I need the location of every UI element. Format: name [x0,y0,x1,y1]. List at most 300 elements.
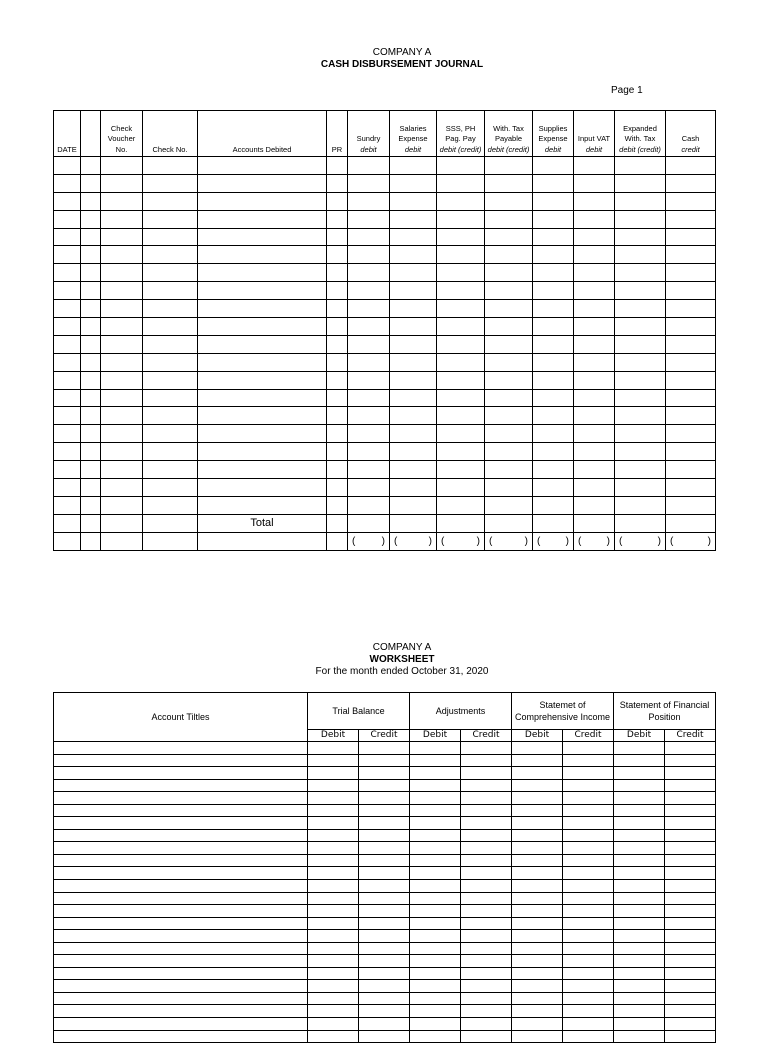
journal-cell[interactable] [54,461,81,479]
amount-cell[interactable] [308,917,359,930]
amount-cell[interactable] [410,854,461,867]
amount-cell[interactable] [308,942,359,955]
amount-cell[interactable] [614,980,665,993]
amount-cell[interactable] [410,992,461,1005]
journal-cell[interactable] [143,443,198,461]
journal-cell[interactable] [485,496,533,514]
journal-cell[interactable] [666,192,716,210]
amount-cell[interactable] [461,842,512,855]
amount-cell[interactable] [512,1005,563,1018]
amount-cell[interactable] [665,754,716,767]
amount-cell[interactable] [308,754,359,767]
account-title-cell[interactable] [54,992,308,1005]
journal-cell[interactable] [485,300,533,318]
account-title-cell[interactable] [54,754,308,767]
journal-cell[interactable] [485,228,533,246]
journal-cell[interactable] [348,318,390,336]
journal-cell[interactable] [198,461,327,479]
journal-cell[interactable] [533,496,574,514]
journal-cell[interactable] [666,228,716,246]
journal-cell[interactable] [615,174,666,192]
journal-cell[interactable] [533,282,574,300]
journal-cell[interactable] [574,300,615,318]
journal-cell[interactable] [143,479,198,497]
journal-cell[interactable] [666,407,716,425]
amount-cell[interactable] [461,1030,512,1043]
journal-cell[interactable] [348,389,390,407]
amount-cell[interactable] [359,842,410,855]
journal-cell[interactable] [81,532,101,550]
amount-cell[interactable] [359,917,410,930]
journal-cell[interactable] [390,461,437,479]
journal-cell[interactable] [101,496,143,514]
journal-cell[interactable] [485,461,533,479]
journal-cell[interactable] [574,210,615,228]
journal-cell[interactable] [437,496,485,514]
journal-cell[interactable] [666,496,716,514]
journal-cell[interactable] [54,192,81,210]
amount-cell[interactable] [410,804,461,817]
journal-cell[interactable] [54,425,81,443]
journal-cell[interactable] [437,514,485,532]
journal-cell[interactable] [198,174,327,192]
amount-cell[interactable] [563,917,614,930]
journal-cell[interactable] [615,496,666,514]
journal-cell[interactable] [485,282,533,300]
amount-cell[interactable] [359,992,410,1005]
journal-cell[interactable] [615,318,666,336]
journal-cell[interactable] [348,174,390,192]
journal-cell[interactable] [198,300,327,318]
journal-cell[interactable] [81,443,101,461]
journal-cell[interactable] [615,514,666,532]
journal-cell[interactable] [81,335,101,353]
amount-cell[interactable] [308,867,359,880]
amount-cell[interactable] [512,767,563,780]
amount-cell[interactable] [359,930,410,943]
journal-cell[interactable] [54,514,81,532]
journal-cell[interactable] [390,496,437,514]
amount-cell[interactable] [563,817,614,830]
amount-cell[interactable] [563,930,614,943]
amount-cell[interactable] [614,892,665,905]
journal-cell[interactable] [327,157,348,175]
journal-cell[interactable] [390,443,437,461]
journal-cell[interactable] [54,157,81,175]
journal-cell[interactable] [54,174,81,192]
amount-cell[interactable] [410,892,461,905]
journal-cell[interactable] [143,425,198,443]
amount-cell[interactable] [359,980,410,993]
account-title-cell[interactable] [54,980,308,993]
journal-cell[interactable] [615,461,666,479]
journal-cell[interactable] [574,389,615,407]
amount-cell[interactable] [461,742,512,755]
account-title-cell[interactable] [54,792,308,805]
journal-cell[interactable] [81,389,101,407]
journal-cell[interactable] [198,157,327,175]
account-title-cell[interactable] [54,842,308,855]
amount-cell[interactable] [512,867,563,880]
amount-cell[interactable] [614,867,665,880]
journal-cell[interactable] [198,425,327,443]
account-title-cell[interactable] [54,905,308,918]
amount-cell[interactable] [512,754,563,767]
journal-cell[interactable] [327,174,348,192]
journal-cell[interactable] [485,157,533,175]
amount-cell[interactable] [410,792,461,805]
amount-cell[interactable] [563,992,614,1005]
journal-cell[interactable] [198,353,327,371]
journal-cell[interactable] [54,300,81,318]
journal-cell[interactable] [327,335,348,353]
amount-cell[interactable] [461,930,512,943]
journal-cell[interactable] [348,425,390,443]
journal-cell[interactable] [101,532,143,550]
amount-cell[interactable] [614,1030,665,1043]
total-amount-cell[interactable] [485,532,533,550]
journal-cell[interactable] [348,443,390,461]
journal-cell[interactable] [143,514,198,532]
journal-cell[interactable] [390,192,437,210]
journal-cell[interactable] [101,389,143,407]
account-title-cell[interactable] [54,917,308,930]
journal-cell[interactable] [81,371,101,389]
journal-cell[interactable] [485,479,533,497]
journal-cell[interactable] [615,479,666,497]
journal-cell[interactable] [574,407,615,425]
journal-cell[interactable] [198,264,327,282]
amount-cell[interactable] [614,992,665,1005]
amount-cell[interactable] [665,829,716,842]
amount-cell[interactable] [461,779,512,792]
journal-cell[interactable] [437,479,485,497]
account-title-cell[interactable] [54,867,308,880]
amount-cell[interactable] [665,892,716,905]
amount-cell[interactable] [512,967,563,980]
amount-cell[interactable] [461,867,512,880]
journal-cell[interactable] [666,174,716,192]
amount-cell[interactable] [410,767,461,780]
amount-cell[interactable] [563,942,614,955]
amount-cell[interactable] [461,967,512,980]
amount-cell[interactable] [665,792,716,805]
journal-cell[interactable] [54,532,81,550]
amount-cell[interactable] [614,767,665,780]
journal-cell[interactable] [615,425,666,443]
amount-cell[interactable] [563,742,614,755]
journal-cell[interactable] [533,210,574,228]
account-title-cell[interactable] [54,742,308,755]
journal-cell[interactable] [437,353,485,371]
amount-cell[interactable] [461,1005,512,1018]
journal-cell[interactable] [54,353,81,371]
journal-cell[interactable] [390,407,437,425]
account-title-cell[interactable] [54,854,308,867]
journal-cell[interactable] [666,300,716,318]
journal-cell[interactable] [348,353,390,371]
amount-cell[interactable] [614,779,665,792]
amount-cell[interactable] [308,880,359,893]
journal-cell[interactable] [533,443,574,461]
amount-cell[interactable] [563,867,614,880]
journal-cell[interactable] [327,192,348,210]
journal-cell[interactable] [615,157,666,175]
account-title-cell[interactable] [54,1005,308,1018]
amount-cell[interactable] [614,754,665,767]
amount-cell[interactable] [461,792,512,805]
journal-cell[interactable] [533,371,574,389]
journal-cell[interactable] [666,353,716,371]
amount-cell[interactable] [563,792,614,805]
amount-cell[interactable] [359,892,410,905]
journal-cell[interactable] [574,425,615,443]
journal-cell[interactable] [198,371,327,389]
amount-cell[interactable] [410,829,461,842]
journal-cell[interactable] [485,443,533,461]
journal-cell[interactable] [615,300,666,318]
journal-cell[interactable] [143,371,198,389]
journal-cell[interactable] [101,300,143,318]
amount-cell[interactable] [563,905,614,918]
amount-cell[interactable] [359,1005,410,1018]
amount-cell[interactable] [410,1030,461,1043]
journal-cell[interactable] [533,389,574,407]
amount-cell[interactable] [308,804,359,817]
amount-cell[interactable] [512,792,563,805]
journal-cell[interactable] [666,425,716,443]
journal-cell[interactable] [485,335,533,353]
amount-cell[interactable] [563,779,614,792]
total-amount-cell[interactable] [437,532,485,550]
amount-cell[interactable] [665,992,716,1005]
journal-cell[interactable] [348,514,390,532]
journal-cell[interactable] [81,174,101,192]
amount-cell[interactable] [359,942,410,955]
amount-cell[interactable] [665,742,716,755]
journal-cell[interactable] [348,407,390,425]
journal-cell[interactable] [81,407,101,425]
amount-cell[interactable] [665,767,716,780]
amount-cell[interactable] [308,955,359,968]
journal-cell[interactable] [327,389,348,407]
journal-cell[interactable] [54,228,81,246]
journal-cell[interactable] [143,496,198,514]
amount-cell[interactable] [614,880,665,893]
amount-cell[interactable] [563,754,614,767]
amount-cell[interactable] [461,817,512,830]
journal-cell[interactable] [437,371,485,389]
journal-cell[interactable] [327,353,348,371]
amount-cell[interactable] [410,817,461,830]
journal-cell[interactable] [198,389,327,407]
amount-cell[interactable] [512,854,563,867]
journal-cell[interactable] [81,461,101,479]
amount-cell[interactable] [308,742,359,755]
journal-cell[interactable] [54,371,81,389]
amount-cell[interactable] [359,804,410,817]
amount-cell[interactable] [461,804,512,817]
amount-cell[interactable] [461,905,512,918]
journal-cell[interactable] [81,282,101,300]
journal-cell[interactable] [348,479,390,497]
journal-cell[interactable] [143,335,198,353]
amount-cell[interactable] [308,1030,359,1043]
amount-cell[interactable] [461,917,512,930]
journal-cell[interactable] [348,335,390,353]
journal-cell[interactable] [348,210,390,228]
journal-cell[interactable] [574,461,615,479]
journal-cell[interactable] [390,353,437,371]
amount-cell[interactable] [410,867,461,880]
account-title-cell[interactable] [54,829,308,842]
journal-cell[interactable] [348,300,390,318]
journal-cell[interactable] [666,264,716,282]
journal-cell[interactable] [101,371,143,389]
journal-cell[interactable] [143,228,198,246]
journal-cell[interactable] [437,407,485,425]
journal-cell[interactable] [666,210,716,228]
journal-cell[interactable] [437,300,485,318]
amount-cell[interactable] [563,955,614,968]
journal-cell[interactable] [485,318,533,336]
account-title-cell[interactable] [54,942,308,955]
amount-cell[interactable] [410,955,461,968]
journal-cell[interactable] [81,300,101,318]
amount-cell[interactable] [410,942,461,955]
journal-cell[interactable] [615,282,666,300]
journal-cell[interactable] [101,407,143,425]
journal-cell[interactable] [533,479,574,497]
journal-cell[interactable] [54,210,81,228]
amount-cell[interactable] [614,917,665,930]
amount-cell[interactable] [359,905,410,918]
journal-cell[interactable] [101,443,143,461]
amount-cell[interactable] [563,980,614,993]
amount-cell[interactable] [614,955,665,968]
amount-cell[interactable] [563,880,614,893]
amount-cell[interactable] [410,930,461,943]
journal-cell[interactable] [198,318,327,336]
journal-cell[interactable] [101,514,143,532]
journal-cell[interactable] [54,389,81,407]
journal-cell[interactable] [533,300,574,318]
journal-cell[interactable] [574,174,615,192]
journal-cell[interactable] [143,353,198,371]
journal-cell[interactable] [348,496,390,514]
journal-cell[interactable] [666,461,716,479]
journal-cell[interactable] [327,443,348,461]
journal-cell[interactable] [348,264,390,282]
amount-cell[interactable] [461,767,512,780]
amount-cell[interactable] [614,742,665,755]
amount-cell[interactable] [512,804,563,817]
amount-cell[interactable] [308,980,359,993]
journal-cell[interactable] [198,228,327,246]
amount-cell[interactable] [665,1030,716,1043]
journal-cell[interactable] [615,335,666,353]
journal-cell[interactable] [437,264,485,282]
journal-cell[interactable] [437,318,485,336]
account-title-cell[interactable] [54,955,308,968]
amount-cell[interactable] [563,1030,614,1043]
amount-cell[interactable] [665,804,716,817]
journal-cell[interactable] [143,264,198,282]
total-amount-cell[interactable] [574,532,615,550]
amount-cell[interactable] [461,942,512,955]
journal-cell[interactable] [54,318,81,336]
journal-cell[interactable] [101,335,143,353]
amount-cell[interactable] [359,792,410,805]
account-title-cell[interactable] [54,930,308,943]
amount-cell[interactable] [665,955,716,968]
amount-cell[interactable] [308,892,359,905]
journal-cell[interactable] [390,210,437,228]
journal-cell[interactable] [485,425,533,443]
journal-cell[interactable] [390,246,437,264]
amount-cell[interactable] [512,829,563,842]
journal-cell[interactable] [666,157,716,175]
amount-cell[interactable] [665,980,716,993]
journal-cell[interactable] [533,425,574,443]
journal-cell[interactable] [574,318,615,336]
amount-cell[interactable] [512,992,563,1005]
journal-cell[interactable] [615,443,666,461]
amount-cell[interactable] [359,754,410,767]
journal-cell[interactable] [574,192,615,210]
journal-cell[interactable] [615,407,666,425]
journal-cell[interactable] [54,246,81,264]
journal-cell[interactable] [143,210,198,228]
journal-cell[interactable] [327,228,348,246]
journal-cell[interactable] [101,479,143,497]
amount-cell[interactable] [614,967,665,980]
journal-cell[interactable] [533,353,574,371]
journal-cell[interactable] [54,282,81,300]
journal-cell[interactable] [54,479,81,497]
journal-cell[interactable] [485,192,533,210]
amount-cell[interactable] [512,880,563,893]
amount-cell[interactable] [665,854,716,867]
account-title-cell[interactable] [54,804,308,817]
journal-cell[interactable] [348,228,390,246]
journal-cell[interactable] [101,425,143,443]
journal-cell[interactable] [666,443,716,461]
amount-cell[interactable] [512,930,563,943]
journal-cell[interactable] [666,514,716,532]
journal-cell[interactable] [327,371,348,389]
total-amount-cell[interactable] [533,532,574,550]
journal-cell[interactable] [198,443,327,461]
amount-cell[interactable] [665,1005,716,1018]
amount-cell[interactable] [665,942,716,955]
journal-cell[interactable] [327,264,348,282]
amount-cell[interactable] [461,880,512,893]
journal-cell[interactable] [615,371,666,389]
account-title-cell[interactable] [54,779,308,792]
journal-cell[interactable] [390,335,437,353]
total-amount-cell[interactable] [666,532,716,550]
journal-cell[interactable] [615,210,666,228]
journal-cell[interactable] [101,318,143,336]
amount-cell[interactable] [614,1005,665,1018]
amount-cell[interactable] [614,829,665,842]
journal-cell[interactable] [327,425,348,443]
journal-cell[interactable] [390,514,437,532]
journal-cell[interactable] [81,192,101,210]
amount-cell[interactable] [614,942,665,955]
journal-cell[interactable] [327,282,348,300]
